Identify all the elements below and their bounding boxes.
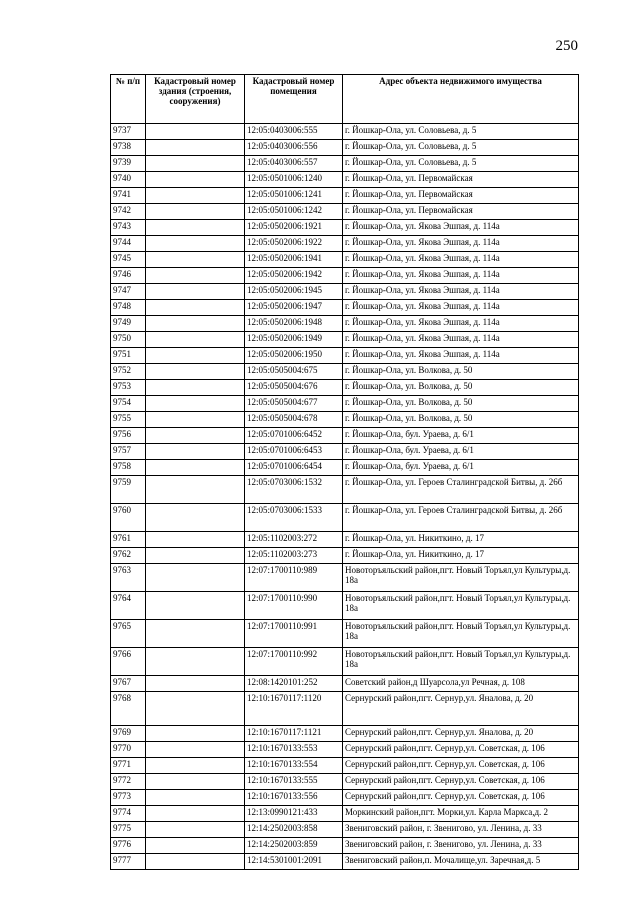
room-cadastral-cell: 12:05:0703006:1532	[245, 476, 343, 504]
building-cadastral-cell	[146, 620, 245, 648]
address-cell: Сернурский район,пгт. Сернур,ул. Яналова, д. 20	[343, 692, 579, 726]
building-cadastral-cell	[146, 790, 245, 806]
building-cadastral-cell	[146, 532, 245, 548]
building-cadastral-cell	[146, 332, 245, 348]
address-cell: г. Йошкар-Ола, ул. Волкова, д. 50	[343, 364, 579, 380]
address-cell: г. Йошкар-Ола, ул. Якова Эшпая, д. 114а	[343, 284, 579, 300]
table-row	[111, 742, 579, 758]
building-cadastral-cell	[146, 188, 245, 204]
row-number: 9777	[111, 854, 146, 870]
room-cadastral-cell: 12:10:1670133:555	[245, 774, 343, 790]
table-row	[111, 592, 579, 620]
table-row	[111, 564, 579, 592]
address-cell: Новоторъяльский район,пгт. Новый Торъял,ул Культуры,д. 18а	[343, 564, 579, 592]
row-number: 9773	[111, 790, 146, 806]
table-row	[111, 854, 579, 870]
row-number: 9765	[111, 620, 146, 648]
building-cadastral-cell	[146, 822, 245, 838]
table-row	[111, 220, 579, 236]
row-number: 9744	[111, 236, 146, 252]
address-cell: Звениговский район,п. Мочалище,ул. Заречная,д. 5	[343, 854, 579, 870]
room-cadastral-cell: 12:05:0502006:1948	[245, 316, 343, 332]
table-row	[111, 348, 579, 364]
address-cell: Звениговский район, г. Звенигово, ул. Ленина, д. 33	[343, 822, 579, 838]
room-cadastral-cell: 12:05:0501006:1242	[245, 204, 343, 220]
building-cadastral-cell	[146, 220, 245, 236]
table-row	[111, 172, 579, 188]
row-number: 9758	[111, 460, 146, 476]
building-cadastral-cell	[146, 460, 245, 476]
room-cadastral-cell: 12:05:0701006:6453	[245, 444, 343, 460]
row-number: 9774	[111, 806, 146, 822]
room-cadastral-cell: 12:07:1700110:989	[245, 564, 343, 592]
table-row	[111, 504, 579, 532]
address-cell: г. Йошкар-Ола, ул. Никиткино, д. 17	[343, 548, 579, 564]
address-cell: г. Йошкар-Ола, ул. Никиткино, д. 17	[343, 532, 579, 548]
address-cell: Сернурский район,пгт. Сернур,ул. Советская, д. 106	[343, 774, 579, 790]
building-cadastral-cell	[146, 396, 245, 412]
address-cell: г. Йошкар-Ола, ул. Первомайская	[343, 172, 579, 188]
row-number: 9769	[111, 726, 146, 742]
table-row	[111, 806, 579, 822]
address-cell: г. Йошкар-Ола, бул. Ураева, д. 6/1	[343, 460, 579, 476]
table-row	[111, 692, 579, 726]
address-cell: г. Йошкар-Ола, ул. Соловьева, д. 5	[343, 124, 579, 140]
room-cadastral-cell: 12:14:5301001:2091	[245, 854, 343, 870]
row-number: 9742	[111, 204, 146, 220]
address-cell: г. Йошкар-Ола, ул. Якова Эшпая, д. 114а	[343, 300, 579, 316]
room-cadastral-cell: 12:10:1670133:556	[245, 790, 343, 806]
row-number: 9764	[111, 592, 146, 620]
row-number: 9751	[111, 348, 146, 364]
address-cell: г. Йошкар-Ола, ул. Волкова, д. 50	[343, 380, 579, 396]
room-cadastral-cell: 12:05:0505004:678	[245, 412, 343, 428]
address-cell: Новоторъяльский район,пгт. Новый Торъял,ул Культуры,д. 18а	[343, 592, 579, 620]
table-row	[111, 380, 579, 396]
room-cadastral-cell: 12:05:0403006:556	[245, 140, 343, 156]
table-row	[111, 620, 579, 648]
row-number: 9752	[111, 364, 146, 380]
table-row	[111, 252, 579, 268]
address-cell: Советский район,д Шуарсола,ул Речная, д. 108	[343, 676, 579, 692]
table-row	[111, 676, 579, 692]
building-cadastral-cell	[146, 204, 245, 220]
room-cadastral-cell: 12:05:0505004:677	[245, 396, 343, 412]
building-cadastral-cell	[146, 236, 245, 252]
header-address: Адрес объекта недвижимого имущества	[343, 75, 579, 124]
building-cadastral-cell	[146, 548, 245, 564]
row-number: 9750	[111, 332, 146, 348]
row-number: 9739	[111, 156, 146, 172]
row-number: 9755	[111, 412, 146, 428]
table-row	[111, 460, 579, 476]
row-number: 9756	[111, 428, 146, 444]
table-row	[111, 412, 579, 428]
row-number: 9768	[111, 692, 146, 726]
building-cadastral-cell	[146, 648, 245, 676]
table-row	[111, 364, 579, 380]
table-row	[111, 774, 579, 790]
row-number: 9766	[111, 648, 146, 676]
row-number: 9753	[111, 380, 146, 396]
building-cadastral-cell	[146, 140, 245, 156]
room-cadastral-cell: 12:05:0703006:1533	[245, 504, 343, 532]
building-cadastral-cell	[146, 838, 245, 854]
room-cadastral-cell: 12:05:0502006:1947	[245, 300, 343, 316]
header-building-cadastral: Кадастровый номер здания (строения, сооружения)	[146, 75, 245, 124]
building-cadastral-cell	[146, 252, 245, 268]
row-number: 9741	[111, 188, 146, 204]
room-cadastral-cell: 12:05:1102003:273	[245, 548, 343, 564]
room-cadastral-cell: 12:14:2502003:858	[245, 822, 343, 838]
room-cadastral-cell: 12:10:1670117:1121	[245, 726, 343, 742]
table-row	[111, 838, 579, 854]
address-cell: г. Йошкар-Ола, ул. Волкова, д. 50	[343, 396, 579, 412]
row-number: 9761	[111, 532, 146, 548]
room-cadastral-cell: 12:05:0701006:6454	[245, 460, 343, 476]
room-cadastral-cell: 12:10:1670133:554	[245, 758, 343, 774]
row-number: 9759	[111, 476, 146, 504]
building-cadastral-cell	[146, 284, 245, 300]
row-number: 9740	[111, 172, 146, 188]
address-cell: г. Йошкар-Ола, ул. Якова Эшпая, д. 114а	[343, 348, 579, 364]
table-body	[111, 124, 579, 870]
address-cell: г. Йошкар-Ола, бул. Ураева, д. 6/1	[343, 444, 579, 460]
room-cadastral-cell: 12:13:0990121:433	[245, 806, 343, 822]
building-cadastral-cell	[146, 676, 245, 692]
building-cadastral-cell	[146, 692, 245, 726]
header-room-cadastral: Кадастровый номер помещения	[245, 75, 343, 124]
row-number: 9771	[111, 758, 146, 774]
table-row	[111, 790, 579, 806]
room-cadastral-cell: 12:05:0403006:555	[245, 124, 343, 140]
address-cell: Новоторъяльский район,пгт. Новый Торъял,ул Культуры,д. 18а	[343, 620, 579, 648]
address-cell: г. Йошкар-Ола, ул. Волкова, д. 50	[343, 412, 579, 428]
building-cadastral-cell	[146, 774, 245, 790]
address-cell: г. Йошкар-Ола, ул. Соловьева, д. 5	[343, 140, 579, 156]
building-cadastral-cell	[146, 428, 245, 444]
address-cell: г. Йошкар-Ола, ул. Якова Эшпая, д. 114а	[343, 332, 579, 348]
address-cell: Сернурский район,пгт. Сернур,ул. Советская, д. 106	[343, 742, 579, 758]
table-header-row	[111, 75, 579, 124]
table-row	[111, 204, 579, 220]
table-row	[111, 428, 579, 444]
row-number: 9776	[111, 838, 146, 854]
address-cell: г. Йошкар-Ола, ул. Якова Эшпая, д. 114а	[343, 268, 579, 284]
building-cadastral-cell	[146, 504, 245, 532]
address-cell: Новоторъяльский район,пгт. Новый Торъял,ул Культуры,д. 18а	[343, 648, 579, 676]
building-cadastral-cell	[146, 348, 245, 364]
building-cadastral-cell	[146, 476, 245, 504]
row-number: 9757	[111, 444, 146, 460]
row-number: 9747	[111, 284, 146, 300]
room-cadastral-cell: 12:05:0505004:676	[245, 380, 343, 396]
address-cell: г. Йошкар-Ола, ул. Героев Сталинградской Битвы, д. 26б	[343, 476, 579, 504]
row-number: 9748	[111, 300, 146, 316]
room-cadastral-cell: 12:05:0502006:1945	[245, 284, 343, 300]
row-number: 9754	[111, 396, 146, 412]
table-row	[111, 648, 579, 676]
table-row	[111, 156, 579, 172]
address-cell: Сернурский район,пгт. Сернур,ул. Советская, д. 106	[343, 758, 579, 774]
building-cadastral-cell	[146, 380, 245, 396]
address-cell: г. Йошкар-Ола, ул. Якова Эшпая, д. 114а	[343, 316, 579, 332]
room-cadastral-cell: 12:05:0505004:675	[245, 364, 343, 380]
header-number: № п/п	[111, 75, 146, 124]
table-row	[111, 758, 579, 774]
room-cadastral-cell: 12:05:0502006:1950	[245, 348, 343, 364]
address-cell: г. Йошкар-Ола, бул. Ураева, д. 6/1	[343, 428, 579, 444]
table-row	[111, 332, 579, 348]
room-cadastral-cell: 12:05:0502006:1949	[245, 332, 343, 348]
building-cadastral-cell	[146, 124, 245, 140]
table-row	[111, 140, 579, 156]
room-cadastral-cell: 12:05:0403006:557	[245, 156, 343, 172]
row-number: 9743	[111, 220, 146, 236]
address-cell: Звениговский район, г. Звенигово, ул. Ленина, д. 33	[343, 838, 579, 854]
room-cadastral-cell: 12:05:0701006:6452	[245, 428, 343, 444]
room-cadastral-cell: 12:05:1102003:272	[245, 532, 343, 548]
table-row	[111, 236, 579, 252]
building-cadastral-cell	[146, 156, 245, 172]
table-row	[111, 532, 579, 548]
building-cadastral-cell	[146, 758, 245, 774]
address-cell: г. Йошкар-Ола, ул. Якова Эшпая, д. 114а	[343, 252, 579, 268]
row-number: 9770	[111, 742, 146, 758]
row-number: 9746	[111, 268, 146, 284]
room-cadastral-cell: 12:05:0502006:1922	[245, 236, 343, 252]
row-number: 9767	[111, 676, 146, 692]
table-row	[111, 396, 579, 412]
address-cell: г. Йошкар-Ола, ул. Соловьева, д. 5	[343, 156, 579, 172]
address-cell: Сернурский район,пгт. Сернур,ул. Советская, д. 106	[343, 790, 579, 806]
table-row	[111, 188, 579, 204]
address-cell: г. Йошкар-Ола, ул. Первомайская	[343, 204, 579, 220]
building-cadastral-cell	[146, 364, 245, 380]
building-cadastral-cell	[146, 564, 245, 592]
building-cadastral-cell	[146, 268, 245, 284]
building-cadastral-cell	[146, 412, 245, 428]
room-cadastral-cell: 12:05:0501006:1240	[245, 172, 343, 188]
row-number: 9738	[111, 140, 146, 156]
room-cadastral-cell: 12:07:1700110:992	[245, 648, 343, 676]
row-number: 9745	[111, 252, 146, 268]
room-cadastral-cell: 12:05:0502006:1941	[245, 252, 343, 268]
cadastral-table	[110, 74, 579, 870]
table-row	[111, 548, 579, 564]
room-cadastral-cell: 12:10:1670133:553	[245, 742, 343, 758]
row-number: 9762	[111, 548, 146, 564]
building-cadastral-cell	[146, 316, 245, 332]
room-cadastral-cell: 12:05:0502006:1921	[245, 220, 343, 236]
row-number: 9760	[111, 504, 146, 532]
building-cadastral-cell	[146, 742, 245, 758]
building-cadastral-cell	[146, 172, 245, 188]
room-cadastral-cell: 12:05:0501006:1241	[245, 188, 343, 204]
address-cell: Сернурский район,пгт. Сернур,ул. Яналова, д. 20	[343, 726, 579, 742]
address-cell: г. Йошкар-Ола, ул. Первомайская	[343, 188, 579, 204]
row-number: 9749	[111, 316, 146, 332]
table-row	[111, 822, 579, 838]
table-row	[111, 268, 579, 284]
building-cadastral-cell	[146, 300, 245, 316]
building-cadastral-cell	[146, 806, 245, 822]
room-cadastral-cell: 12:10:1670117:1120	[245, 692, 343, 726]
room-cadastral-cell: 12:07:1700110:991	[245, 620, 343, 648]
building-cadastral-cell	[146, 592, 245, 620]
address-cell: г. Йошкар-Ола, ул. Якова Эшпая, д. 114а	[343, 236, 579, 252]
building-cadastral-cell	[146, 726, 245, 742]
row-number: 9763	[111, 564, 146, 592]
address-cell: г. Йошкар-Ола, ул. Героев Сталинградской Битвы, д. 26б	[343, 504, 579, 532]
row-number: 9775	[111, 822, 146, 838]
page-number: 250	[555, 38, 578, 54]
room-cadastral-cell: 12:07:1700110:990	[245, 592, 343, 620]
building-cadastral-cell	[146, 444, 245, 460]
row-number: 9737	[111, 124, 146, 140]
table-row	[111, 316, 579, 332]
address-cell: г. Йошкар-Ола, ул. Якова Эшпая, д. 114а	[343, 220, 579, 236]
address-cell: Моркинский район,пгт. Морки,ул. Карла Маркса,д. 2	[343, 806, 579, 822]
row-number: 9772	[111, 774, 146, 790]
room-cadastral-cell: 12:05:0502006:1942	[245, 268, 343, 284]
table-row	[111, 124, 579, 140]
table-row	[111, 300, 579, 316]
building-cadastral-cell	[146, 854, 245, 870]
room-cadastral-cell: 12:14:2502003:859	[245, 838, 343, 854]
room-cadastral-cell: 12:08:1420101:252	[245, 676, 343, 692]
table-row	[111, 444, 579, 460]
table-row	[111, 476, 579, 504]
table-row	[111, 284, 579, 300]
table-row	[111, 726, 579, 742]
